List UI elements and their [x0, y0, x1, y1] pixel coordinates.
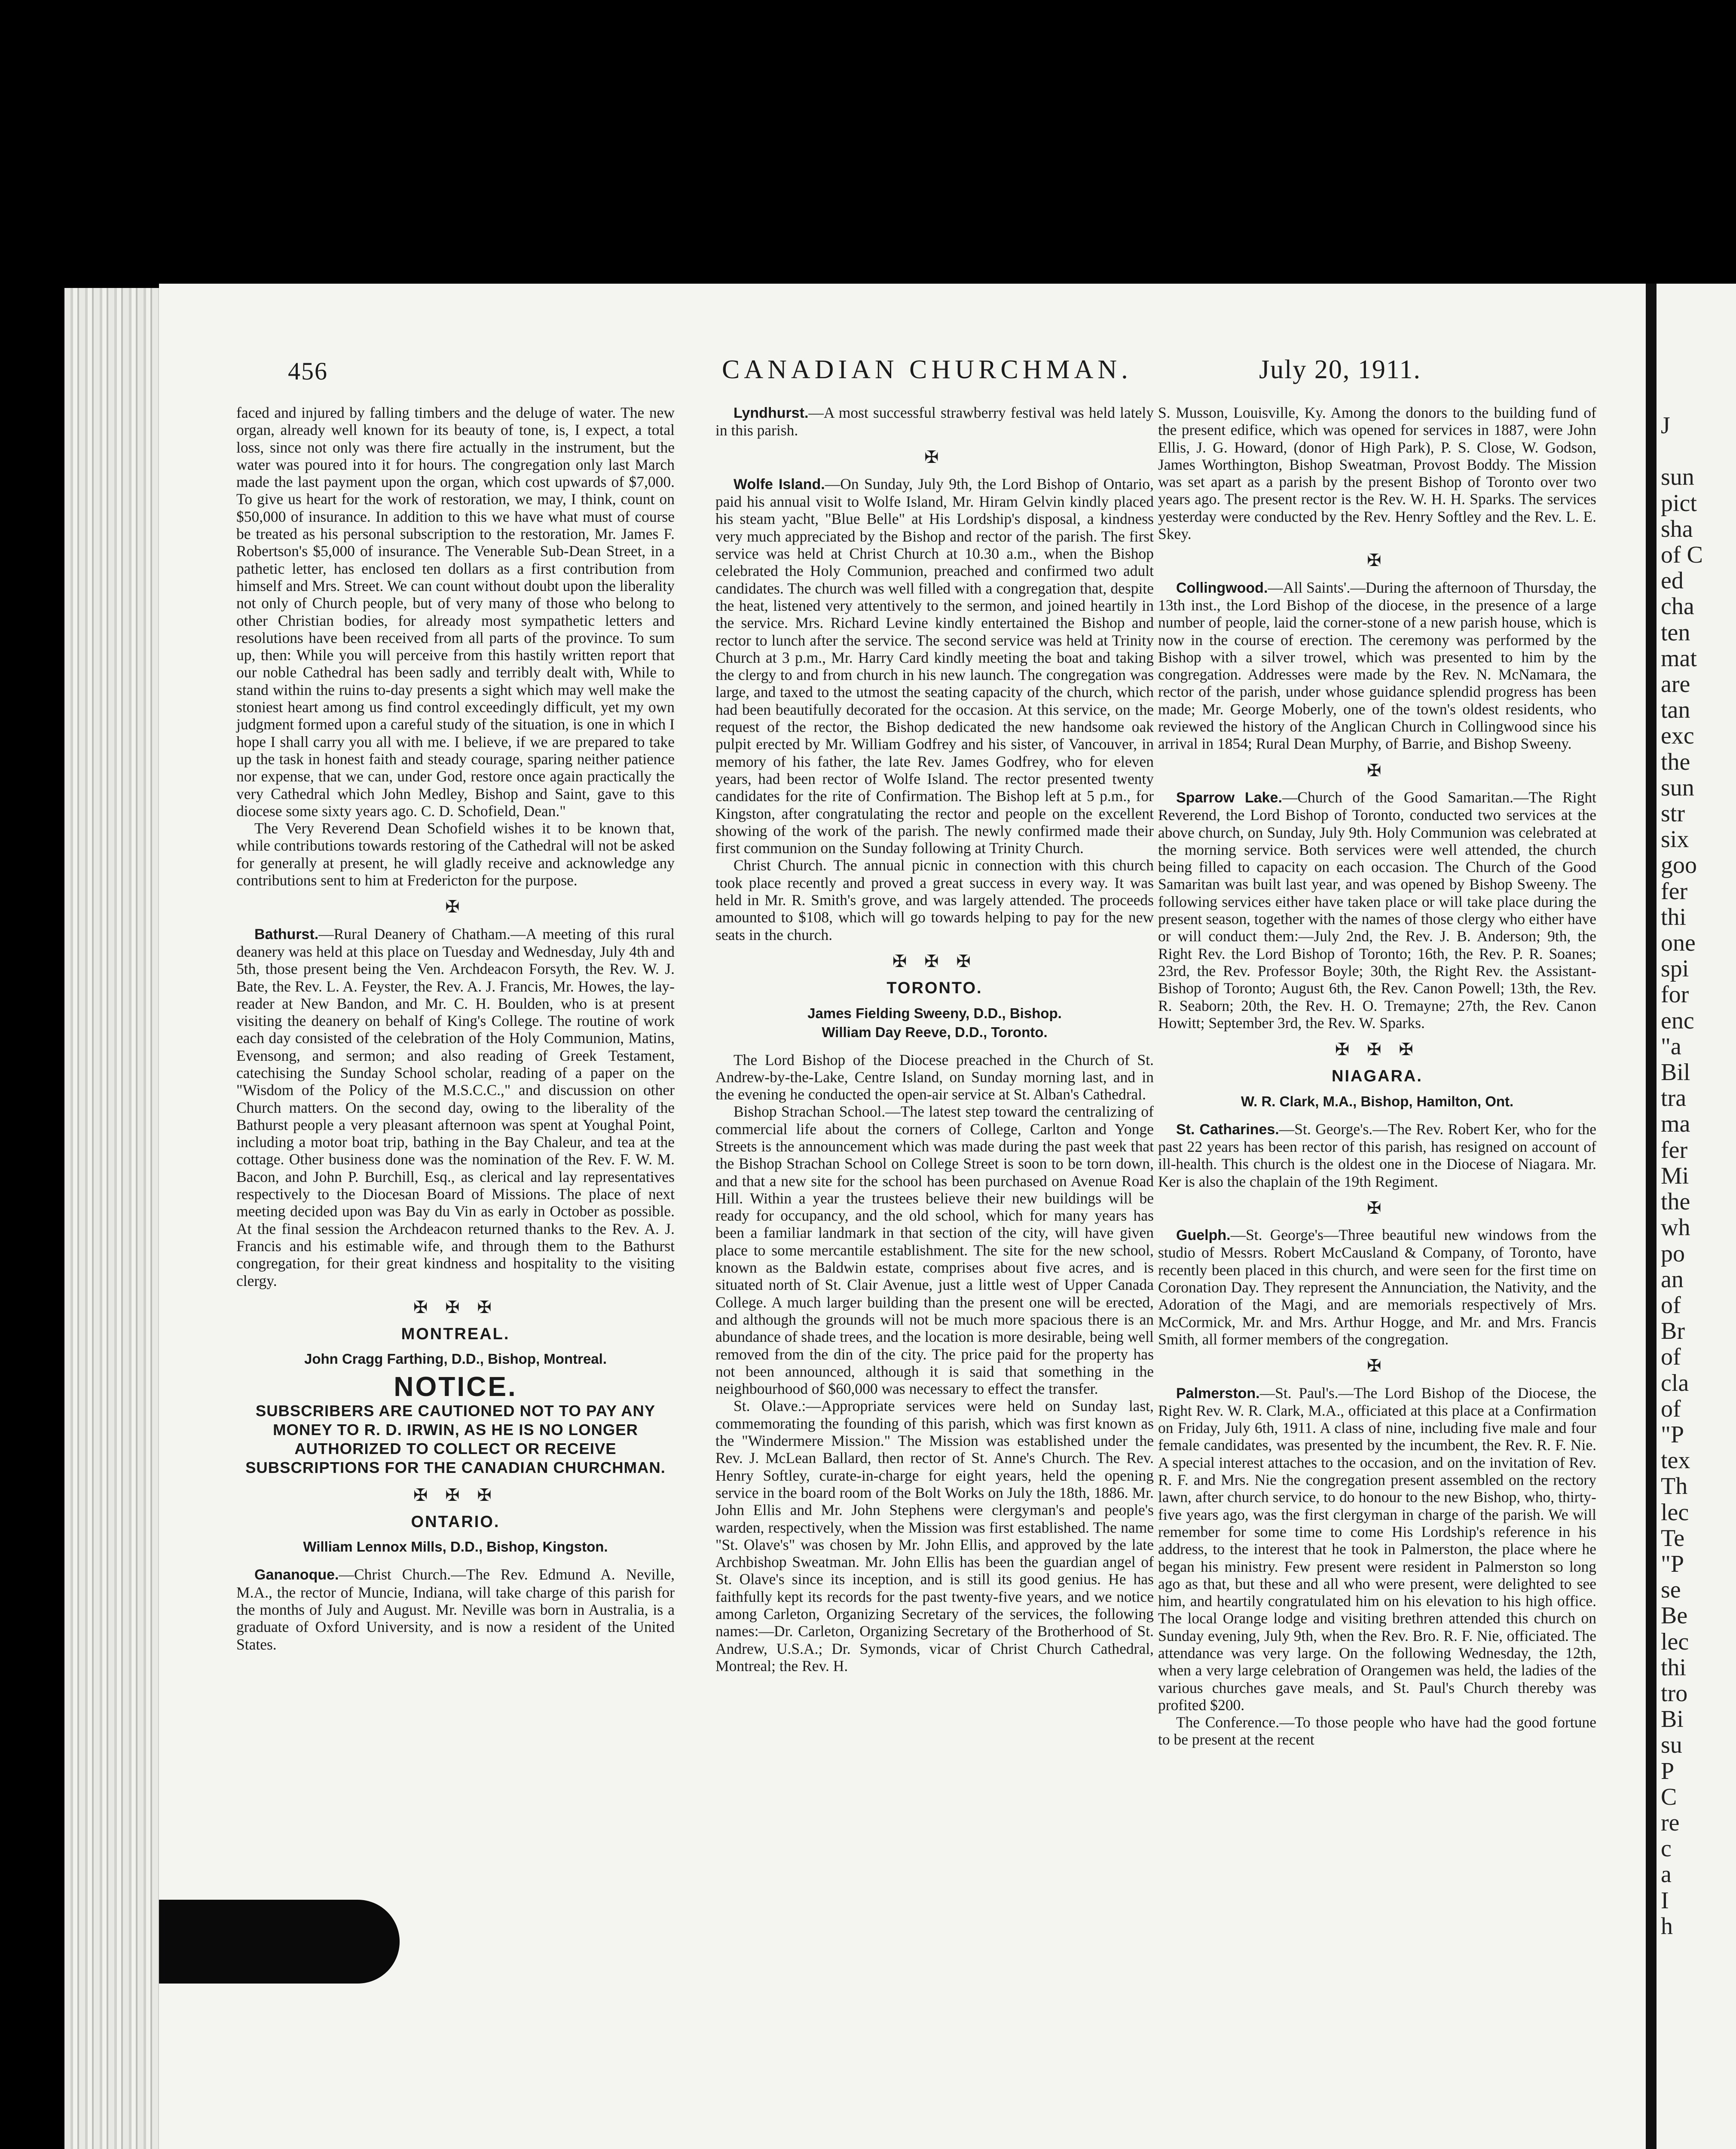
section-ornament: ✠ — [1367, 1198, 1388, 1218]
paragraph-text: St. Olave.:—Appropriate services were held on Sunday last, commemorating the founding of this parish, which was first known as the "Windermere Mission." The Mission was established under the Rev. J. McLean Ballard, then rector of St. Anne's Church. The Rev. Henry Softley, curate-in-charge for eight years, held the opening service in the board room of the Bolt Works on July the 18th, 1886. Mr. John Ellis and Mr. John Stephens were clergyman's and people's warden, respectively, when the Mission was first established. The name "St. Olave's" was chosen by Mr. John Ellis, and approved by the late Archbishop Sweatman. Mr. John Ellis has been the guardian angel of St. Olave's since its inception, and is still its good genius. He has faithfully kept its records for the past twenty-five years, and we notice among Carleton, Organizing Secretary of the services, the following names:—Dr. Carleton, Organizing Secretary of the Brotherhood of St. Andrew, U.S.A.; Dr. Symonds, vicar of Christ Church Cathedral, Montreal; the Rev. H. — [715, 1397, 1154, 1675]
bishop-subheading: William Lennox Mills, D.D., Bishop, Kingston. — [303, 1539, 608, 1555]
article-paragraph — [715, 1103, 1154, 1397]
article-paragraph — [236, 404, 675, 820]
paragraph-lead-heading: Gananoque. — [254, 1567, 339, 1583]
paragraph-lead-heading: St. Catharines. — [1176, 1121, 1279, 1138]
article-paragraph — [236, 925, 675, 1289]
article-paragraph — [236, 820, 675, 889]
section-ornament: ✠ — [445, 897, 466, 917]
article-paragraph — [1158, 1226, 1596, 1348]
notice-heading: NOTICE. — [394, 1371, 517, 1402]
book-page-edges — [64, 288, 163, 2149]
book-gutter — [1646, 284, 1657, 2149]
column-1 — [236, 404, 675, 1653]
newspaper-page — [159, 284, 1646, 2149]
paragraph-text: S. Musson, Louisville, Ky. Among the donors to the building fund of the present edifice, which was opened for services in 1887, were John Ellis, J. G. Howard, (donor of High Park), P. S. Close, W. Godson, James Worthington, Bishop Sweatman, Provost Boddy. The Mission was set apart as a parish by the present Bishop of Toronto over two years ago. The present rector is the Rev. W. H. H. Sparks. The services yesterday were conducted by the Rev. Henry Softley and the Rev. L. E. Skey. — [1158, 404, 1596, 543]
article-paragraph — [715, 1397, 1154, 1675]
section-ornament: ✠ — [1367, 551, 1388, 571]
article-paragraph — [715, 1051, 1154, 1103]
paragraph-lead-heading: Guelph. — [1176, 1227, 1231, 1244]
section-ornament: ✠ ✠ ✠ — [892, 951, 977, 971]
section-heading: NIAGARA. — [1332, 1067, 1423, 1086]
facing-page-fragment — [1657, 284, 1736, 2149]
paragraph-text: —Christ Church.—The Rev. Edmund A. Neville, M.A., the rector of Muncie, Indiana, will take charge of this parish for the months of July and August. Mr. Neville was born in Australia, is a graduate of Oxford University, and is now a resident of the United States. — [236, 1566, 675, 1653]
article-paragraph — [236, 1566, 675, 1653]
paragraph-text: —St. George's—Three beautiful new windows from the studio of Messrs. Robert McCausland & Company, of Toronto, have recently been placed in this church, and were seen for the first time on Coronation Day. They represent the Annunciation, the Nativity, and the Adoration of the Magi, and are memorials respectively of Mrs. McCormick, Mr. and Mrs. Arthur Hogge, and Mr. and Mrs. Francis Smith, all former members of the congregation. — [1158, 1226, 1596, 1348]
paragraph-lead-heading: Wolfe Island. — [734, 476, 825, 493]
paragraph-lead-heading: Bathurst. — [254, 926, 319, 943]
bishop-subheading: John Cragg Farthing, D.D., Bishop, Montreal. — [304, 1351, 607, 1367]
paragraph-text: faced and injured by falling timbers and the deluge of water. The new organ, already well known for its beauty of tone, is, I expect, a total loss, since not only was there fire actually in the instrument, but the water was poured into it for hours. The congregation only last March made the last payment upon the organ, which cost upwards of $7,000. To give us heart for the work of restoration, we may, I think, count on $50,000 of insurance. In addition to this we have what must of course be treated as his personal subscription to the restoration, Mr. James F. Robertson's $5,000 of insurance. The Venerable Sub-Dean Street, in a pathetic letter, has enclosed ten dollars as a first contribution from himself and Mrs. Street. We can count without doubt upon the liberality not only of Church people, but of very many of those who belong to other Christian bodies, for already most sympathetic letters and resolutions have been received from all parts of the province. To sum up, then: While you will perceive from this hastily written report that our noble Cathedral has been sadly and terribly dealt with, While to stand within the ruins to-day presents a sight which may well make the stoniest heart among us find control exceedingly difficult, yet my own judgment formed upon a careful study of the situation, is one in which I hope I shall carry you all with me. I believe, if we are prepared to take up the task in honest faith and steady courage, sparing neither patience nor expense, that we can, under God, restore once again practically the very Cathedral which John Medley, Bishop and Saint, gave to this diocese some sixty years ago. C. D. Schofield, Dean." — [236, 404, 675, 820]
section-ornament: ✠ — [924, 447, 945, 467]
paragraph-text: The Very Reverend Dean Schofield wishes it to be known that, while contributions towards restoring of the Cathedral will not be asked for generally at present, he will gladly receive and acknowledge any contributions sent to him at Fredericton for the purpose. — [236, 820, 675, 889]
paragraph-lead-heading: Palmerston. — [1176, 1385, 1260, 1402]
article-paragraph — [1158, 404, 1596, 542]
section-heading: TORONTO. — [886, 979, 983, 998]
section-ornament: ✠ — [1367, 760, 1388, 781]
paragraph-text: —Church of the Good Samaritan.—The Right Reverend, the Lord Bishop of Toronto, conducted two services at the above church, on Sunday, July 9th. Holy Communion was celebrated at the morning service. Both services were well attended, the church being filled to capacity on each occasion. The Church of the Good Samaritan was built last year, and was opened by Bishop Sweeny. The following services either have taken place or will take place during the present season, together with the names of those clergy who either have or will conduct them:—July 2nd, the Rev. J. B. Anderson; 9th, the Right Rev. the Lord Bishop of Toronto; 16th, the Rev. P. R. Soanes; 23rd, the Rev. Professor Boyle; 30th, the Right Rev. the Assistant-Bishop of Toronto; August 6th, the Rev. Canon Powell; 13th, the Rev. R. Seaborn; 20th, the Rev. H. O. Tremayne; 27th, the Rev. Canon Howitt; September 3rd, the Rev. W. Sparks. — [1158, 788, 1597, 1032]
article-paragraph — [715, 857, 1154, 943]
paragraph-text: Bishop Strachan School.—The latest step toward the centralizing of commercial life about the corners of College, Carlton and Yonge Streets is the announcement which was made during the past week that the Bishop Strachan School on College Street is soon to be torn down, and that a new site for the school has been purchased on Avenue Road Hill. Within a year the trustees believe their new buildings will be ready for occupancy, and the old school, which for many years has been a familiar landmark in that section of the city, will have given place to some mercantile establishment. The site for the new school, known as the Baldwin estate, comprises about five acres, and is situated north of St. Clair Avenue, just a little west of Upper Canada College. A much larger building than the present one will be erected, and although the grounds will not be much more spacious there is an abundance of shade trees, and the location is more desirable, being well removed from the din of the city. The price paid for the property has not been announced, although it is said that something in the neighbourhood of $60,000 was necessary to effect the transfer. — [715, 1103, 1154, 1398]
paragraph-text: —On Sunday, July 9th, the Lord Bishop of Ontario, paid his annual visit to Wolfe Island, Mr. Hiram Gelvin kindly placed his steam yacht, "Blue Belle" at His Lordship's disposal, a kindness very much appreciated by the Bishop and rector of the parish. The first service was held at Christ Church at 10.30 a.m., when the Bishop celebrated the Holy Communion, preached and confirmed two adult candidates. The church was well filled with a congregation that, despite the heat, listened very attentively to the sermon, and joined heartily in the service. Mrs. Richard Levine kindly entertained the Bishop and rector to lunch after the service. The second service was held at Trinity Church at 3 p.m., Mr. Harry Card kindly meeting the boat and taking the clergy to and from church in his new launch. The congregation was large, and taxed to the utmost the seating capacity of the church, which had been beautifully decorated for the occasion. At this service, on the request of the rector, the Bishop dedicated the new handsome oak pulpit erected by Mr. William Godfrey and his sister, of Vancouver, in memory of his father, the late Rev. James Godfrey, who for eleven years, had been rector of Wolfe Island. The rector presented twenty candidates for the rite of Confirmation. The Bishop left at 5 p.m., for Kingston, after congratulating the rector and people on the excellent showing of the work of the parish. The newly confirmed made their first communion on the Sunday following at Trinity Church. — [715, 475, 1154, 857]
section-heading: ONTARIO. — [411, 1513, 500, 1531]
section-ornament: ✠ ✠ ✠ — [1335, 1040, 1419, 1060]
paragraph-lead-heading: Lyndhurst. — [734, 405, 809, 421]
paragraph-text: —St. George's.—The Rev. Robert Ker, who for the past 22 years has been rector of this parish, has resigned on account of ill-health. This church is the oldest one in the Diocese of Niagara. Mr. Ker is also the chaplain of the 19th Regiment. — [1158, 1120, 1596, 1190]
article-paragraph — [715, 475, 1154, 857]
facing-page-text: J sun pict sha of C ed cha ten mat are tan exc the sun str six goo fer thi one spi for enc "a Bil tra ma fer Mi the wh po an of Br of cla of "P tex Th lec Te "P se Be lec thi tro Bi su P C re c a I h — [1661, 412, 1703, 1940]
article-paragraph — [715, 404, 1154, 439]
column-2 — [715, 404, 1154, 1675]
paragraph-text: —A most successful strawberry festival was held lately in this parish. — [715, 404, 1154, 439]
article-paragraph — [1158, 579, 1596, 753]
paragraph-text: The Lord Bishop of the Diocese preached in the Church of St. Andrew-by-the-Lake, Centre Island, on Sunday morning last, and in the evening he conducted the open-air service at St. Alban's Cathedral. — [715, 1051, 1154, 1103]
paragraph-text: —St. Paul's.—The Lord Bishop of the Diocese, the Right Rev. W. R. Clark, M.A., officiated at this place at a Confirmation on Friday, July 6th, 1911. A class of nine, including five male and four female candidates, was presented by the incumbent, the Rev. R. F. Nie. A special interest attaches to the occasion, and on the invitation of Rev. R. F. and Mrs. Nie the congregation present assembled on the rectory lawn, after church service, to do honour to the new Bishop, who, thirty-five years ago, was the first clergyman in charge of the parish. We will remember for some time to come His Lordship's reference in his address, to the interest that he took in Palmerston, the place where he began his ministry. Few present were resident in Palmerston so long ago as that, but these and all who were present, were delighted to see him, and heartily congratulated him on his elevation to his high office. The local Orange lodge and visiting brethren attended this church on Sunday evening, July 9th, when the Rev. Bro. R. F. Nie, officiated. The attendance was very large. On the following Wednesday, the 12th, when a very large celebration of Orangemen was held, the ladies of the various churches gave meals, and St. Paul's Church thereby was profited $200. — [1158, 1384, 1596, 1714]
paragraph-text: The Conference.—To those people who have had the good fortune to be present at the recent — [1158, 1714, 1596, 1748]
column-3 — [1158, 404, 1596, 1748]
article-paragraph — [1158, 1384, 1596, 1714]
paragraph-lead-heading: Collingwood. — [1176, 579, 1268, 596]
masthead-title: CANADIAN CHURCHMAN. — [722, 355, 1132, 384]
section-ornament: ✠ — [1367, 1356, 1388, 1376]
page-number: 456 — [288, 357, 328, 385]
section-ornament: ✠ ✠ ✠ — [413, 1297, 498, 1317]
bishop-subheading: W. R. Clark, M.A., Bishop, Hamilton, Ont. — [1241, 1093, 1514, 1109]
paragraph-text: —Rural Deanery of Chatham.—A meeting of this rural deanery was held at this place on Tuesday and Wednesday, July 4th and 5th, those present being the Ven. Archdeacon Forsyth, the Rev. W. J. Bate, the Rev. L. A. Feyster, the Rev. A. J. Francis, Mr. Howes, the lay-reader at New Bandon, and Mr. C. H. Boulden, who is at present visiting the deanery on behalf of King's College. The routine of work each day consisted of the celebration of the Holy Communion, Matins, Evensong, and sermon; and also reading of Greek Testament, catechising the Sunday School scholar, reading of a paper on the "Wisdom of the Policy of the M.S.C.C.," and discussion on other Church matters. On the second day, owing to the liberality of the Bathurst people a very pleasant afternoon was spent at Youghal Point, including a motor boat trip, bathing in the Bay Chaleur, and tea at the cottage. Other business done was the nomination of the Rev. F. W. M. Bacon, and John P. Burchill, Esq., as clerical and lay representatives respectively to the Diocesan Board of Missions. The place of next meeting decided upon was Bay du Vin as early in October as possible. At the final session the Archdeacon returned thanks to the Rev. A. J. Francis and his estimable wife, and through them to the Bathurst congregation, for their great kindness and hospitality to the visiting clergy. — [236, 925, 675, 1289]
thumb-shadow — [159, 1900, 400, 1984]
issue-date: July 20, 1911. — [1259, 355, 1421, 384]
article-paragraph — [1158, 789, 1596, 1032]
paragraph-lead-heading: Sparrow Lake. — [1176, 789, 1282, 806]
article-paragraph — [1158, 1714, 1596, 1748]
bishop-subheading: James Fielding Sweeny, D.D., Bishop. William Day Reeve, D.D., Toronto. — [807, 1005, 1062, 1040]
paragraph-text: —All Saints'.—During the afternoon of Thursday, the 13th inst., the Lord Bishop of the diocese, in the presence of a large number of people, laid the corner-stone of a new parish house, which is now in the course of erection. The ceremony was performed by the Bishop with a silver trowel, which was presented to him by the congregation. Addresses were made by the Rev. N. McNamara, the rector of the parish, under whose guidance splendid progress has been made; Mr. George Moberly, one of the town's oldest residents, who reviewed the history of the Anglican Church in Collingwood since his arrival in 1854; Rural Dean Murphy, of Barrie, and Bishop Sweeny. — [1158, 579, 1596, 753]
section-ornament: ✠ ✠ ✠ — [413, 1485, 498, 1505]
article-paragraph — [1158, 1120, 1596, 1190]
notice-text: SUBSCRIBERS ARE CAUTIONED NOT TO PAY ANY MONEY TO R. D. IRWIN, AS HE IS NO LONGER AUTHORIZED TO COLLECT OR RECEIVE SUBSCRIPTIONS FOR THE CANADIAN CHURCHMAN. — [245, 1402, 666, 1476]
section-heading: MONTREAL. — [401, 1325, 510, 1344]
paragraph-text: Christ Church. The annual picnic in connection with this church took place recently and proved a great success in every way. It was held in Mr. R. Smith's grove, and was largely attended. The proceeds amounted to $108, which will go towards helping to pay for the new seats in the church. — [715, 857, 1154, 943]
